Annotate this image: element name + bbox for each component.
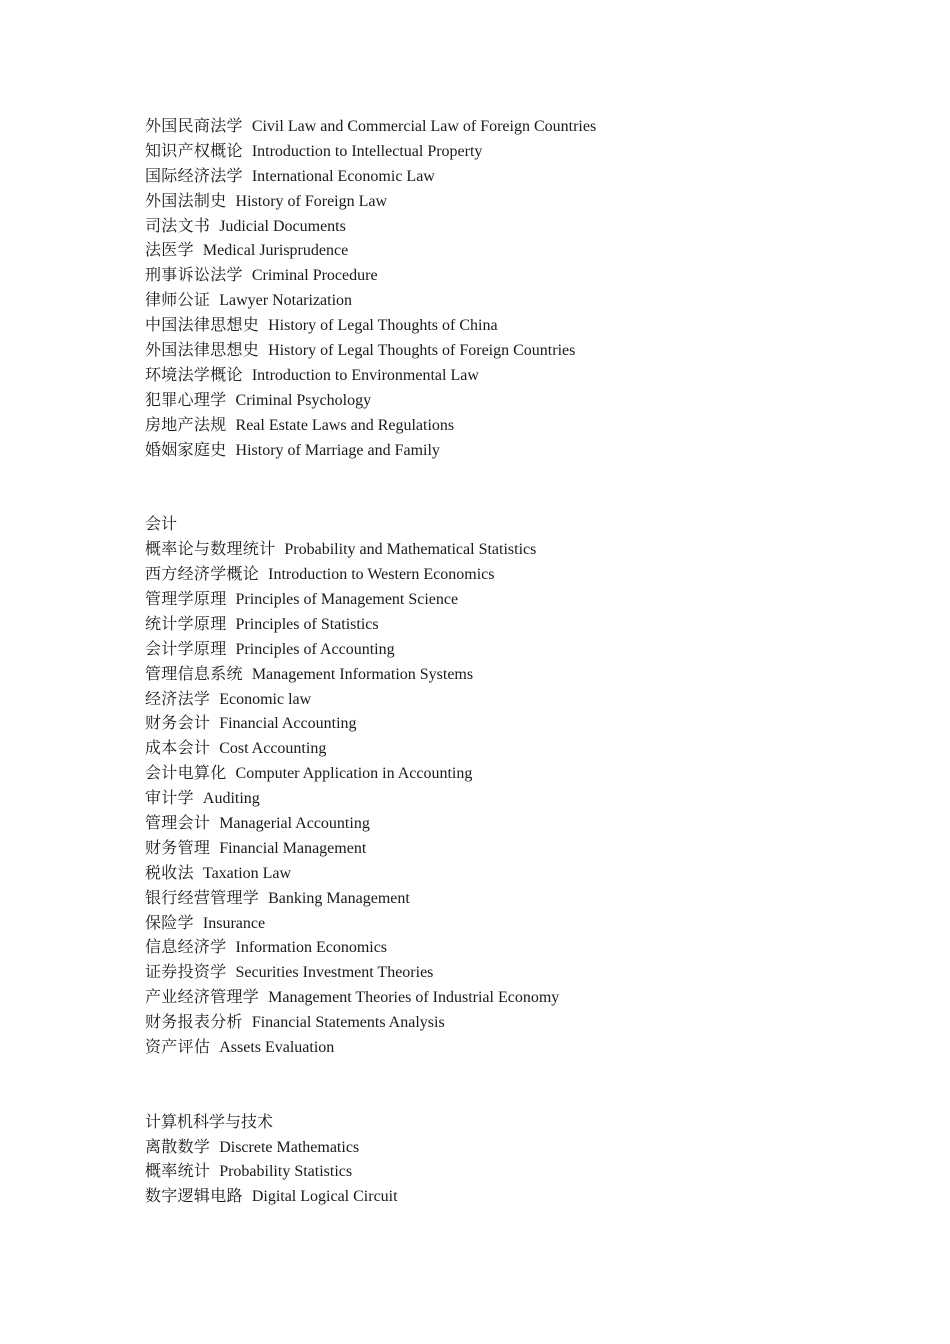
- course-name-en: History of Legal Thoughts of Foreign Countries: [268, 342, 576, 360]
- course-name-en: Financial Accounting: [219, 715, 357, 733]
- course-line: [145, 389, 905, 414]
- course-name-zh: 管理会计: [145, 814, 211, 832]
- course-name-zh: 财务管理: [145, 839, 211, 857]
- course-line: [145, 215, 905, 240]
- course-line: [145, 289, 905, 314]
- course-name-zh: 产业经济管理学: [145, 989, 260, 1007]
- course-name-zh: 会计电算化: [145, 765, 227, 783]
- course-name-en: History of Foreign Law: [235, 192, 388, 210]
- course-name-zh: 中国法律思想史: [145, 317, 260, 335]
- course-line: [145, 414, 905, 439]
- course-name-zh: 法医学: [145, 242, 194, 260]
- course-name-zh: 律师公证: [145, 292, 211, 310]
- course-line: [145, 638, 905, 663]
- course-name-en: Principles of Accounting: [235, 640, 395, 658]
- course-line: [145, 812, 905, 837]
- course-name-en: Criminal Procedure: [251, 267, 378, 285]
- course-line: [145, 264, 905, 289]
- course-name-zh: 证券投资学: [145, 964, 227, 982]
- course-line: [145, 1011, 905, 1036]
- course-line: [145, 737, 905, 762]
- course-line: [145, 239, 905, 264]
- course-line: [145, 190, 905, 215]
- course-line: [145, 837, 905, 862]
- course-line: [145, 762, 905, 787]
- course-line: [145, 538, 905, 563]
- course-name-zh: 保险学: [145, 914, 194, 932]
- course-name-zh: 外国法律思想史: [145, 342, 260, 360]
- course-name-zh: 外国法制史: [145, 192, 227, 210]
- course-name-en: Introduction to Environmental Law: [251, 366, 479, 384]
- course-name-zh: 会计学原理: [145, 640, 227, 658]
- course-name-zh: 环境法学概论: [145, 366, 243, 384]
- course-name-zh: 审计学: [145, 790, 194, 808]
- course-name-en: Principles of Statistics: [235, 615, 379, 633]
- course-name-en: Banking Management: [268, 889, 410, 907]
- course-name-zh: 司法文书: [145, 217, 211, 235]
- course-name-en: Real Estate Laws and Regulations: [235, 416, 455, 434]
- course-name-zh: 管理学原理: [145, 590, 227, 608]
- course-name-en: Insurance: [202, 914, 266, 932]
- course-line: [145, 862, 905, 887]
- course-name-en: Information Economics: [235, 939, 388, 957]
- section-heading: 计算机科学与技术: [145, 1113, 274, 1131]
- course-name-zh: 管理信息系统: [145, 665, 243, 683]
- course-line: [145, 364, 905, 389]
- course-name-en: Securities Investment Theories: [235, 964, 434, 982]
- course-name-en: Probability Statistics: [219, 1163, 353, 1181]
- course-name-en: Medical Jurisprudence: [202, 242, 349, 260]
- course-line: [145, 936, 905, 961]
- course-line: [145, 712, 905, 737]
- course-name-en: Judicial Documents: [219, 217, 346, 235]
- course-name-zh: 成本会计: [145, 740, 211, 758]
- section-spacer: [145, 463, 905, 513]
- course-name-en: Digital Logical Circuit: [251, 1188, 398, 1206]
- section-spacer: [145, 1061, 905, 1111]
- course-name-en: Assets Evaluation: [219, 1038, 335, 1056]
- course-name-en: Auditing: [202, 790, 260, 808]
- course-line: [145, 663, 905, 688]
- course-name-zh: 西方经济学概论: [145, 566, 260, 584]
- course-name-zh: 犯罪心理学: [145, 391, 227, 409]
- course-line: [145, 140, 905, 165]
- section-heading: 会计: [145, 516, 178, 534]
- course-name-en: Criminal Psychology: [235, 391, 372, 409]
- course-line: [145, 314, 905, 339]
- course-name-zh: 离散数学: [145, 1138, 211, 1156]
- course-line: [145, 563, 905, 588]
- course-name-zh: 统计学原理: [145, 615, 227, 633]
- course-line: [145, 1136, 905, 1161]
- document-page: [145, 115, 905, 1210]
- course-name-en: Introduction to Western Economics: [268, 566, 495, 584]
- course-name-zh: 国际经济法学: [145, 167, 243, 185]
- course-name-en: Probability and Mathematical Statistics: [284, 541, 537, 559]
- course-name-en: Discrete Mathematics: [219, 1138, 360, 1156]
- course-name-zh: 数字逻辑电路: [145, 1188, 243, 1206]
- course-line: [145, 961, 905, 986]
- course-name-zh: 刑事诉讼法学: [145, 267, 243, 285]
- course-name-en: Financial Statements Analysis: [251, 1014, 445, 1032]
- course-name-zh: 概率统计: [145, 1163, 211, 1181]
- course-line: [145, 613, 905, 638]
- course-name-en: Taxation Law: [202, 864, 292, 882]
- course-line: [145, 165, 905, 190]
- course-line: [145, 1185, 905, 1210]
- course-name-en: Computer Application in Accounting: [235, 765, 473, 783]
- section-accounting: [145, 513, 905, 1061]
- course-line: [145, 887, 905, 912]
- course-name-en: Management Theories of Industrial Economy: [268, 989, 560, 1007]
- section-computer-science: [145, 1111, 905, 1211]
- section-law: [145, 115, 905, 463]
- course-name-en: Lawyer Notarization: [219, 292, 353, 310]
- course-name-zh: 概率论与数理统计: [145, 541, 276, 559]
- course-name-en: International Economic Law: [251, 167, 435, 185]
- course-name-en: Principles of Management Science: [235, 590, 459, 608]
- course-name-zh: 信息经济学: [145, 939, 227, 957]
- course-name-zh: 财务报表分析: [145, 1014, 243, 1032]
- course-name-zh: 房地产法规: [145, 416, 227, 434]
- course-line: [145, 115, 905, 140]
- course-line: [145, 1160, 905, 1185]
- course-name-en: Economic law: [219, 690, 312, 708]
- course-line: [145, 986, 905, 1011]
- course-name-zh: 知识产权概论: [145, 142, 243, 160]
- course-line: [145, 1036, 905, 1061]
- course-name-en: Management Information Systems: [251, 665, 474, 683]
- course-name-zh: 银行经营管理学: [145, 889, 260, 907]
- course-line: [145, 439, 905, 464]
- course-name-zh: 婚姻家庭史: [145, 441, 227, 459]
- course-name-en: Civil Law and Commercial Law of Foreign Countries: [251, 118, 597, 135]
- course-name-en: History of Legal Thoughts of China: [268, 317, 498, 335]
- course-name-en: History of Marriage and Family: [235, 441, 440, 459]
- course-name-en: Managerial Accounting: [219, 814, 370, 832]
- course-name-zh: 资产评估: [145, 1038, 211, 1056]
- course-line: [145, 912, 905, 937]
- course-name-zh: 税收法: [145, 864, 194, 882]
- course-name-zh: 财务会计: [145, 715, 211, 733]
- course-name-en: Introduction to Intellectual Property: [251, 142, 483, 160]
- course-name-zh: 外国民商法学: [145, 118, 243, 135]
- course-name-zh: 经济法学: [145, 690, 211, 708]
- course-line: [145, 339, 905, 364]
- course-line: [145, 688, 905, 713]
- course-name-en: Financial Management: [219, 839, 367, 857]
- course-line: [145, 787, 905, 812]
- course-line: [145, 588, 905, 613]
- course-name-en: Cost Accounting: [219, 740, 327, 758]
